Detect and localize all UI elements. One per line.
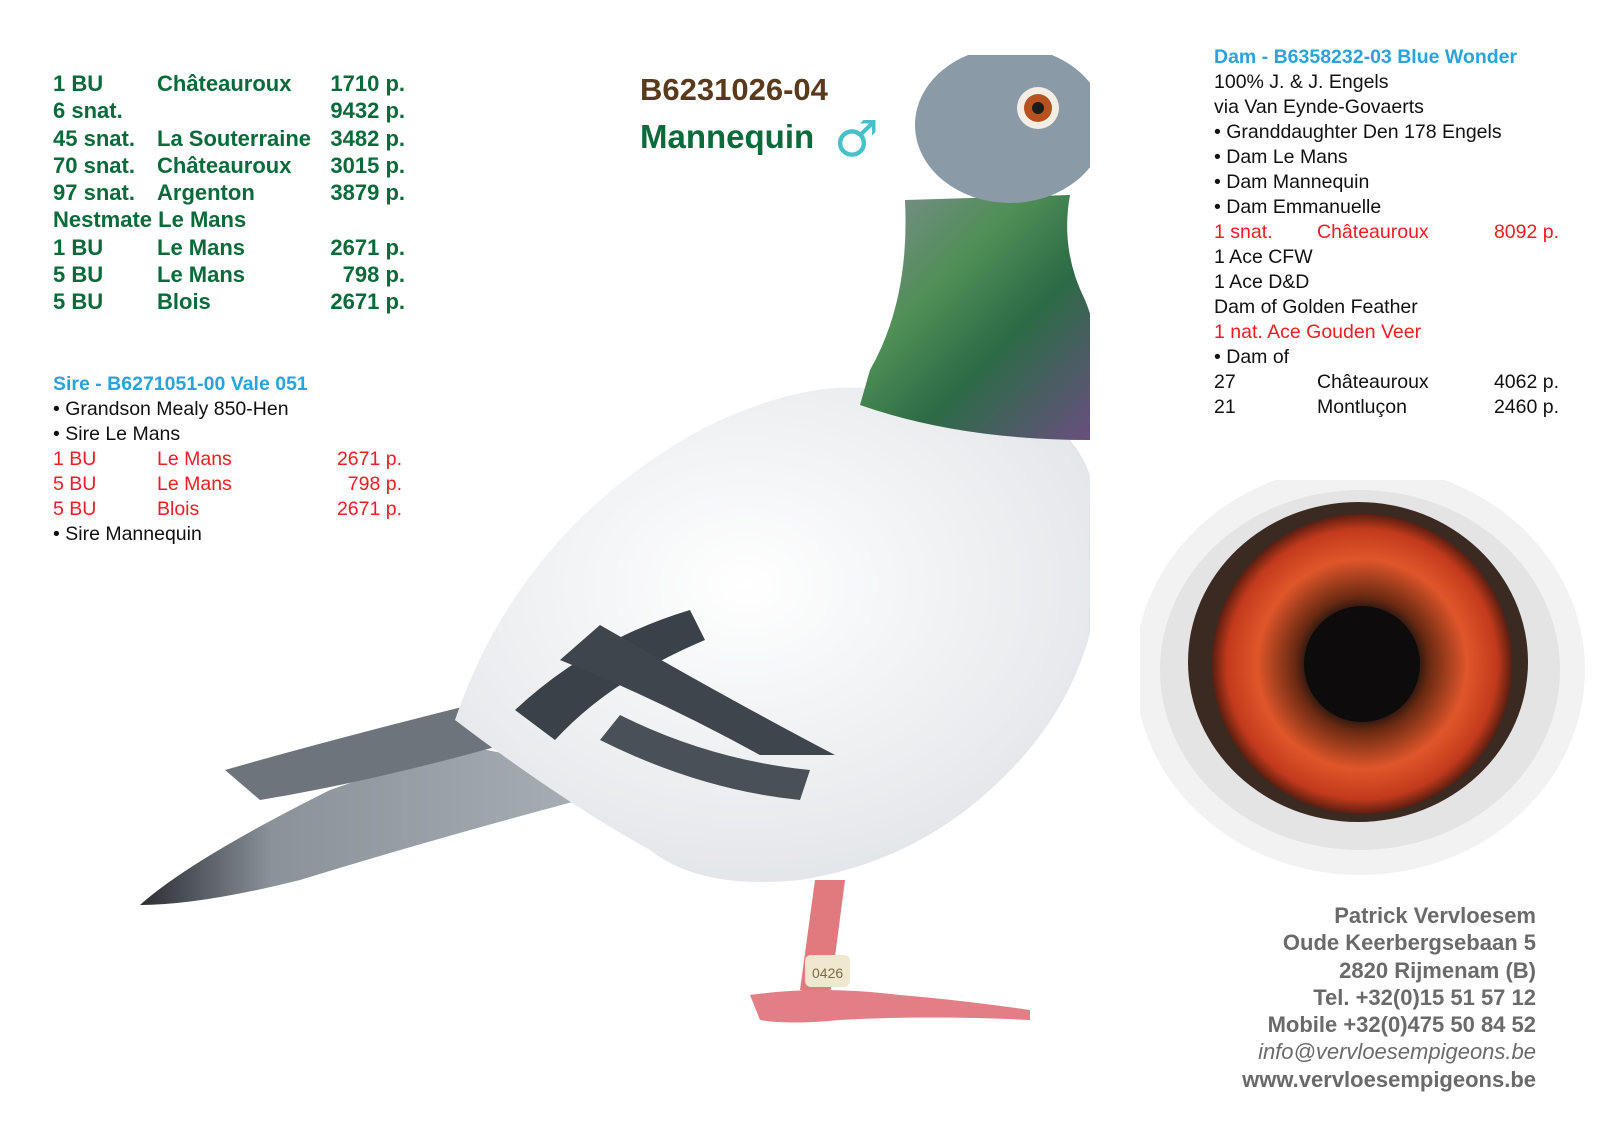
result-row: 1 BU Châteauroux 1710 p.	[53, 71, 405, 96]
dam-block	[1214, 45, 1569, 420]
dam-line: • Dam of	[1214, 346, 1290, 368]
contact-street: Oude Keerbergsebaan 5	[1282, 930, 1536, 956]
contact-city: 2820 Rijmenam (B)	[1339, 957, 1536, 983]
result-row: 5 BU Le Mans 798 p.	[53, 262, 405, 288]
contact-name: Patrick Vervloesem	[1334, 903, 1536, 928]
dam-line: via Van Eynde-Govaerts	[1214, 96, 1424, 118]
ring-label: 0426	[812, 965, 844, 981]
sire-line: • Sire Mannequin	[53, 523, 202, 545]
contact-mobile: Mobile +32(0)475 50 84 52	[1267, 1012, 1536, 1038]
result-row: 5 BU Blois 2671 p.	[53, 289, 405, 315]
result-row: 97 snat. Argenton 3879 p.	[53, 180, 405, 206]
result-row: 70 snat. Châteauroux 3015 p.	[53, 152, 405, 178]
contact-tel: Tel. +32(0)15 51 57 12	[1313, 984, 1536, 1010]
dam-line: • Granddaughter Den 178 Engels	[1214, 121, 1502, 143]
sire-result-row: 5 BU Le Mans 798 p.	[53, 473, 402, 495]
dam-result-row: 1 snat. Châteauroux 8092 p.	[1214, 221, 1559, 243]
sire-line: • Grandson Mealy 850-Hen	[53, 398, 289, 420]
nestmate-heading: Nestmate Le Mans	[53, 207, 247, 233]
result-row: 45 snat. La Souterraine 3482 p.	[53, 125, 405, 151]
sire-result-row: 1 BU Le Mans 2671 p.	[53, 448, 402, 470]
sire-heading: Sire - B6271051-00 Vale 051	[53, 373, 308, 395]
sire-result-row: 5 BU Blois 2671 p.	[53, 498, 402, 520]
dam-line: 1 nat. Ace Gouden Veer	[1214, 321, 1422, 343]
dam-line: • Dam Emmanuelle	[1214, 196, 1382, 218]
pigeon-image	[130, 55, 1090, 1055]
dam-offspring-row: 27 Châteauroux 4062 p.	[1214, 371, 1559, 393]
dam-heading: Dam - B6358232-03 Blue Wonder	[1214, 46, 1518, 68]
result-row: 6 snat. 9432 p.	[53, 98, 405, 124]
male-icon: ♂	[834, 110, 879, 168]
dam-line: • Dam Le Mans	[1214, 146, 1348, 168]
ring-number: B6231026-04	[640, 72, 828, 107]
contact-email-link[interactable]: info@vervloesempigeons.be	[1258, 1039, 1536, 1065]
dam-offspring-row: 21 Montluçon 2460 p.	[1214, 396, 1559, 418]
pigeon-name: Mannequin	[640, 118, 815, 155]
dam-line: • Dam Mannequin	[1214, 171, 1370, 193]
dam-line: 1 Ace D&D	[1214, 271, 1310, 293]
eye-closeup-image	[1140, 480, 1600, 880]
result-row: 1 BU Le Mans 2671 p.	[53, 234, 405, 260]
dam-line: 1 Ace CFW	[1214, 246, 1313, 268]
contact-website-link[interactable]: www.vervloesempigeons.be	[1242, 1066, 1536, 1092]
dam-line: 100% J. & J. Engels	[1214, 71, 1389, 93]
contact-block	[1242, 902, 1536, 1093]
dam-line: Dam of Golden Feather	[1214, 296, 1418, 318]
sire-line: • Sire Le Mans	[53, 423, 181, 445]
